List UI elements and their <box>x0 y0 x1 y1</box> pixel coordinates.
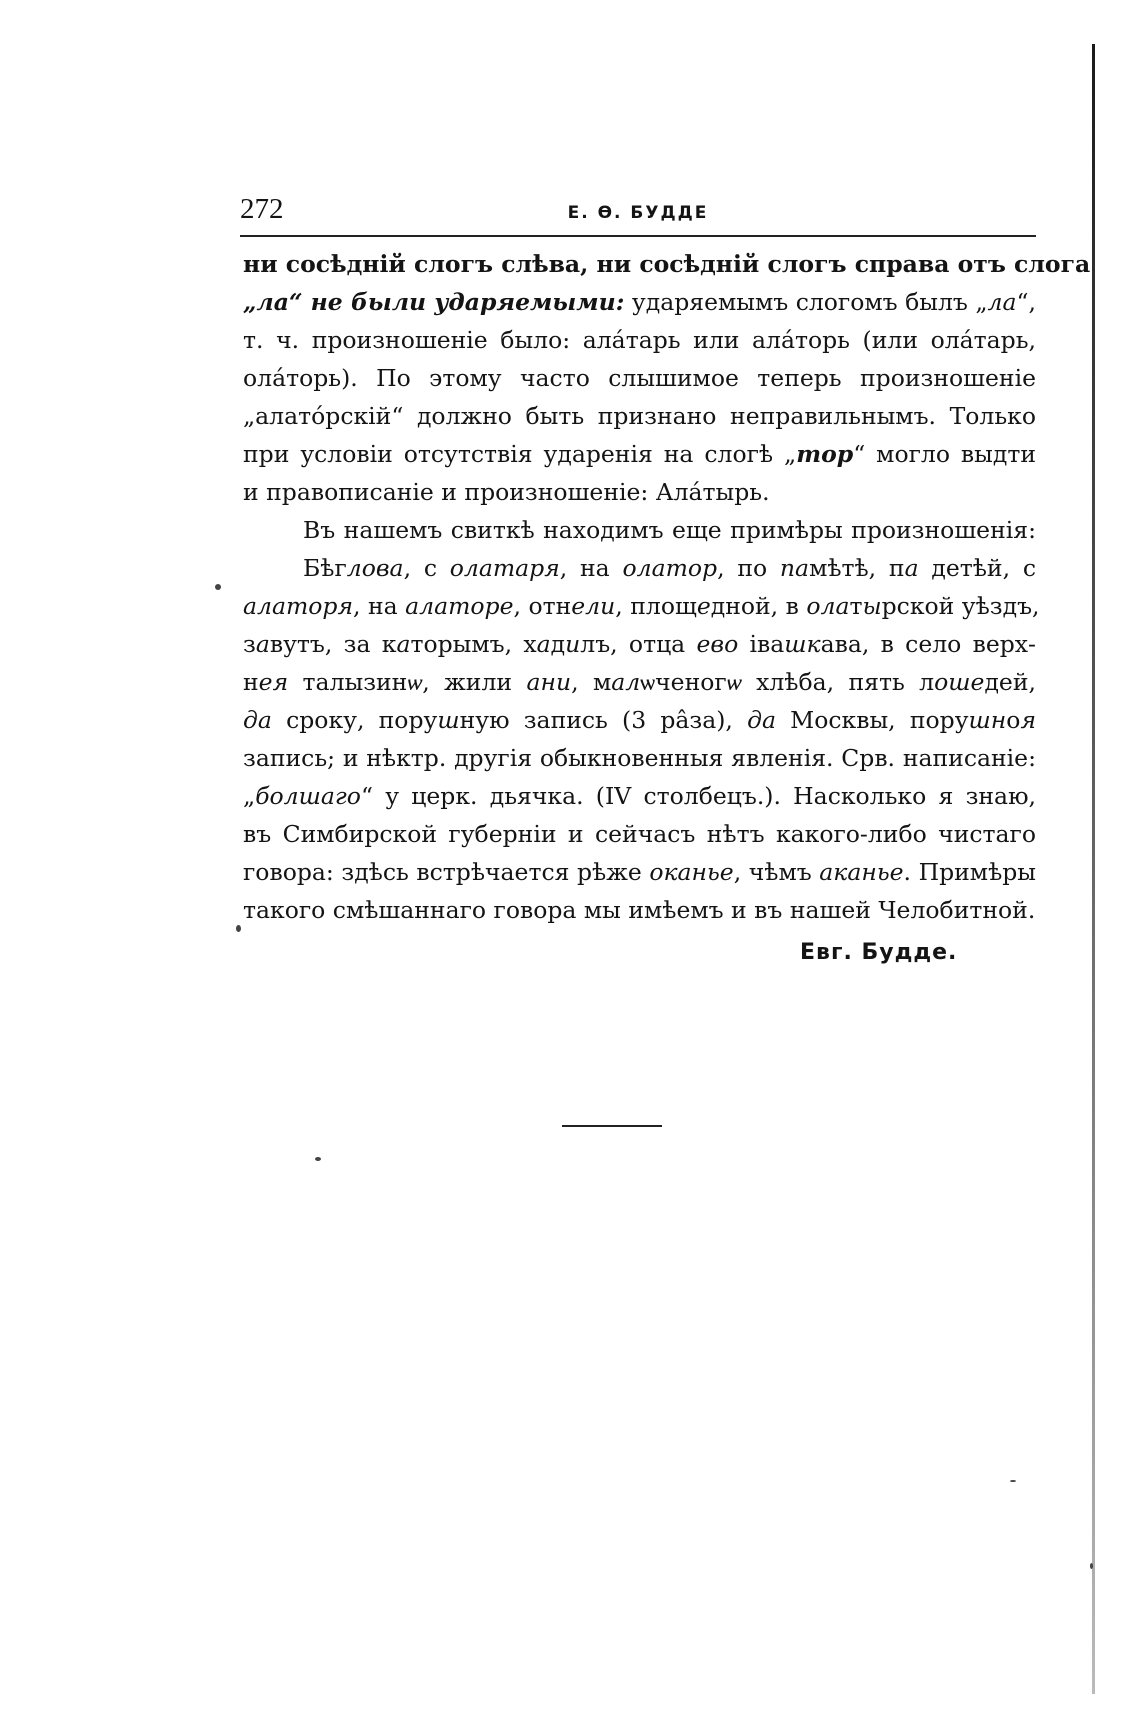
scan-speck <box>1010 1480 1016 1482</box>
text-line: говора: здѣсь встрѣчается рѣже оканье, чѣмъ аканье. Примѣры <box>243 858 1036 886</box>
text-line: алаторя, на алаторе, отнели, площедной, в олатырской уѣздъ, <box>243 592 1040 620</box>
text-line: „алато́рскій“ должно быть признано неправильнымъ. Только <box>243 402 1036 430</box>
scan-speck <box>215 584 221 590</box>
scan-speck <box>315 1157 321 1161</box>
running-head: Е. Ѳ. БУДДЕ <box>567 203 709 223</box>
text-line: ни сосѣдній слогъ слѣва, ни сосѣдній слогъ справа отъ слога <box>243 250 1091 278</box>
text-line: да сроку, порушную запись (3 ра̂за), да Москвы, порушноя <box>243 706 1036 734</box>
text-line: и правописаніе и произношеніе: Ала́тырь. <box>243 478 770 506</box>
text-line: „болшаго“ у церк. дьячка. (IV столбецъ.). Насколько я знаю, <box>243 782 1036 810</box>
author-signature: Евг. Будде. <box>800 940 958 965</box>
text-line: Въ нашемъ свиткѣ находимъ еще примѣры произношенія: <box>303 516 1036 544</box>
text-line: при условіи отсутствія ударенія на слогѣ „тор“ могло выдти <box>243 440 1036 468</box>
end-rule <box>562 1125 662 1127</box>
text-line: завутъ, за каторымъ, хадилъ, отца ево івашкава, в село верх- <box>243 630 1036 658</box>
scan-speck <box>1090 1563 1093 1569</box>
text-line: нея талызинѡ, жили ани, малѡченогѡ хлѣба, пять лошедей, <box>243 668 1036 696</box>
text-line: Бѣглова, с олатаря, на олатор, по памѣтѣ, па детѣй, с <box>303 554 1036 582</box>
text-line: „ла“ не были ударяемыми: ударяемымъ слогомъ былъ „ла“, <box>243 288 1036 316</box>
text-line: такого смѣшаннаго говора мы имѣемъ и въ нашей Челобитной. <box>243 896 1036 924</box>
page-number: 272 <box>240 193 284 225</box>
text-line: запись; и нѣктр. другія обыкновенныя явленія. Срв. написаніе: <box>243 744 1036 772</box>
text-line: въ Симбирской губерніи и сейчасъ нѣтъ какого-либо чистаго <box>243 820 1036 848</box>
scan-speck <box>236 925 241 932</box>
text-line: т. ч. произношеніе было: ала́тарь или ала́торь (или ола́тарь, <box>243 326 1036 354</box>
text-line: ола́торь). По этому часто слышимое теперь произношеніе <box>243 364 1036 392</box>
